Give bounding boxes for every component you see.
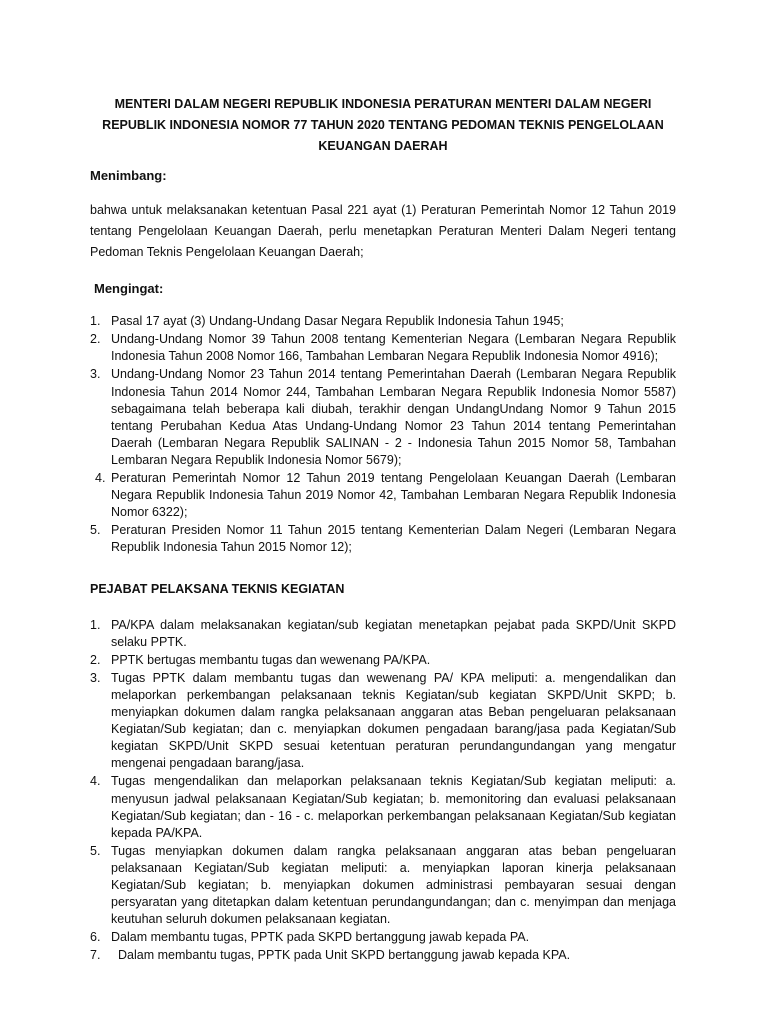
list-item-number: 1. (90, 314, 101, 329)
list-item-number: 2. (90, 652, 101, 667)
list-item-text: Tugas PPTK dalam membantu tugas dan wewenang PA/ KPA meliputi: a. mengendalikan dan melaporkan perkembangan pelaksanaan teknis Kegiatan/sub kegiatan SKPD/Unit SKPD; b. menyiapkan dokumen dalam rangka pelaksanaan anggaran atas Beban pengeluaran pelaksanaan Kegiatan/Sub kegiatan; dan c. menyiapkan dokumen pengadaan barang/jasa pada Kegiatan/Sub kegiatan SKPD/Unit SKPD sesuai ketentuan peraturan perundangundangan yang mengatur mengenai pengadaan barang/jasa. (111, 670, 676, 771)
document-title: MENTERI DALAM NEGERI REPUBLIK INDONESIA PERATURAN MENTERI DALAM NEGERI REPUBLIK INDONESIA NOMOR 77 TAHUN 2020 TENTANG PEDOMAN TEKNIS PENGELOLAAN KEUANGAN DAERAH (102, 97, 664, 153)
list-item (90, 617, 676, 651)
list-item (90, 843, 676, 928)
list-item-number: 6. (90, 930, 101, 945)
mengingat-heading: Mengingat: (94, 281, 164, 297)
list-item-number: 3. (90, 670, 101, 685)
list-item-text: Undang-Undang Nomor 23 Tahun 2014 tentang Pemerintahan Daerah (Lembaran Negara Republik Indonesia Tahun 2014 Nomor 244, Tambahan Lembaran Negara Republik Indonesia Nomor 5587) sebagaimana telah beberapa kali diubah, terakhir dengan UndangUndang Nomor 9 Tahun 2015 tentang Perubahan Kedua Atas Undang-Undang Nomor 23 Tahun 2014 tentang Pemerintahan Daerah (Lembaran Negara Republik SALINAN - 2 - Indonesia Tahun 2015 Nomor 58, Tambahan Lembaran Negara Republik Indonesia Nomor 5679); (111, 367, 676, 467)
section-spacer (90, 558, 676, 581)
list-item-number: 5. (90, 843, 101, 858)
list-item (90, 331, 676, 365)
list-item (90, 366, 676, 469)
list-item (90, 652, 676, 669)
list-item-text: Peraturan Pemerintah Nomor 12 Tahun 2019 tentang Pengelolaan Keuangan Daerah (Lembaran Negara Republik Indonesia Tahun 2019 Nomor 42, Tambahan Lembaran Negara Republik Indonesia Nomor 6322); (111, 471, 676, 520)
list-item-text: Tugas mengendalikan dan melaporkan pelaksanaan teknis Kegiatan/Sub kegiatan meliputi: a. menyusun jadwal pelaksanaan Kegiatan/Sub kegiatan; b. memonitoring dan evaluasi pelaksanaan Kegiatan/Sub kegiatan; dan - 16 - c. melaporkan perkembangan pelaksanaan Kegiatan/Sub kegiatan kepada PA/KPA. (111, 774, 676, 840)
list-item-text: Tugas menyiapkan dokumen dalam rangka pelaksanaan anggaran atas beban pengeluaran pelaksanaan Kegiatan/Sub kegiatan meliputi: a. menyiapkan laporan kinerja pelaksanaan Kegiatan/Sub kegiatan; b. menyiapkan dokumen administrasi pembayaran sesuai dengan persyaratan yang ditetapkan dalam ketentuan perundangundangan; dan c. menyimpan dan menjaga keutuhan seluruh dokumen pelaksanaan kegiatan. (111, 843, 676, 927)
list-item-number: 7. (90, 948, 101, 963)
list-item-text: Undang-Undang Nomor 39 Tahun 2008 tentang Kementerian Negara (Lembaran Negara Republik Indonesia Tahun 2008 Nomor 166, Tambahan Lembaran Negara Republik Indonesia Nomor 4916); (111, 332, 676, 364)
list-item-number: 5. (90, 523, 101, 538)
list-item (90, 470, 676, 521)
pejabat-heading: PEJABAT PELAKSANA TEKNIS KEGIATAN (90, 581, 345, 596)
list-item-text: Dalam membantu tugas, PPTK pada Unit SKPD bertanggung jawab kepada KPA. (118, 948, 571, 963)
list-item-number: 4. (95, 471, 106, 486)
list-item (90, 670, 676, 773)
list-item-number: 1. (90, 617, 101, 632)
list-item (90, 522, 676, 556)
menimbang-text: bahwa untuk melaksanakan ketentuan Pasal 221 ayat (1) Peraturan Pemerintah Nomor 12 Tahun 2019 tentang Pengelolaan Keuangan Daerah, perlu menetapkan Peraturan Menteri Dalam Negeri tentang Pedoman Teknis Pengelolaan Keuangan Daerah; (90, 203, 676, 260)
list-item-text: Pasal 17 ayat (3) Undang-Undang Dasar Negara Republik Indonesia Tahun 1945; (111, 314, 564, 329)
list-item-number: 4. (90, 774, 101, 789)
list-item (90, 929, 676, 946)
list-item-number: 2. (90, 332, 101, 347)
list-item (90, 313, 676, 330)
list-item-number: 3. (90, 367, 101, 382)
list-item-text: PA/KPA dalam melaksanakan kegiatan/sub kegiatan menetapkan pejabat pada SKPD/Unit SKPD selaku PPTK. (111, 617, 676, 649)
list-item-text: Peraturan Presiden Nomor 11 Tahun 2015 tentang Kementerian Dalam Negeri (Lembaran Negara Republik Indonesia Tahun 2015 Nomor 12); (111, 523, 676, 555)
list-item-text: PPTK bertugas membantu tugas dan wewenang PA/KPA. (111, 652, 431, 667)
menimbang-heading: Menimbang: (90, 168, 167, 183)
list-item (90, 773, 676, 841)
list-item (90, 947, 676, 964)
pejabat-list (90, 617, 676, 965)
list-item-text: Dalam membantu tugas, PPTK pada SKPD bertanggung jawab kepada PA. (111, 930, 530, 945)
mengingat-list (90, 313, 676, 556)
